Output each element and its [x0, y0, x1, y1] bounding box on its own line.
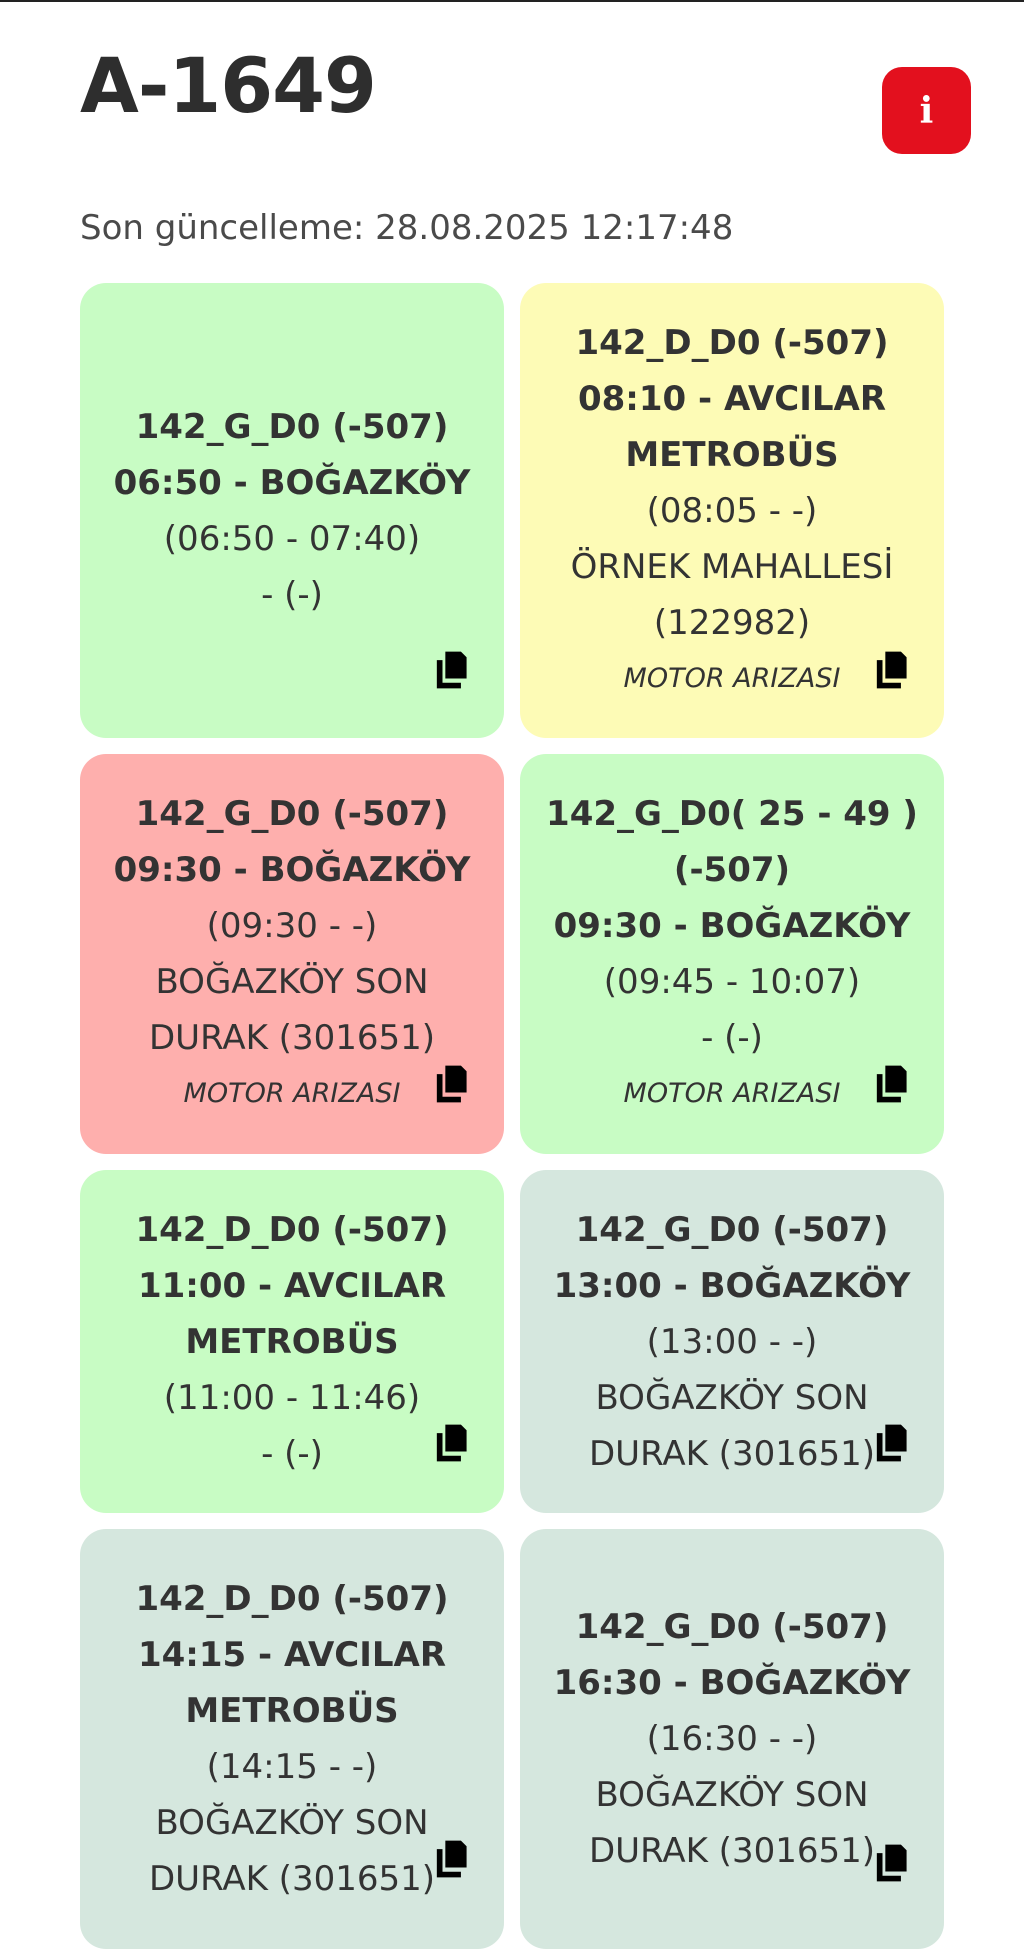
trip-card[interactable] [520, 754, 944, 1154]
info-icon: i [919, 89, 934, 132]
trip-note: MOTOR ARIZASI [623, 662, 841, 694]
trip-time-range: (09:45 - 10:07) [603, 962, 861, 1002]
trip-departure: 14:15 - AVCILAR [137, 1635, 447, 1675]
trip-card[interactable] [80, 754, 504, 1154]
trip-time-range: (16:30 - -) [646, 1719, 818, 1759]
trip-route-code: 142_G_D0 (-507) [135, 794, 449, 834]
trip-card[interactable] [80, 1529, 504, 1949]
trip-route-code: 142_G_D0 (-507) [575, 1607, 889, 1647]
trip-time-range: (13:00 - -) [646, 1321, 818, 1362]
trip-stop-code: DURAK (301651) [149, 1018, 435, 1058]
trip-stop: BOĞAZKÖY SON [155, 962, 429, 1002]
trip-stop-code: DURAK (301651) [589, 1831, 875, 1871]
copy-icon[interactable] [434, 1839, 468, 1879]
trip-card[interactable] [80, 283, 504, 738]
copy-icon[interactable] [434, 1423, 468, 1463]
trip-departure-continued: METROBÜS [185, 1691, 399, 1731]
trip-route-code: 142_G_D0 (-507) [575, 1209, 889, 1250]
trip-route-code-continued: (-507) [673, 850, 791, 890]
trip-card[interactable] [520, 1529, 944, 1949]
last-updated-text: Son güncelleme: 28.08.2025 12:17:48 [80, 208, 734, 248]
trip-stop-code: DURAK (301651) [149, 1859, 435, 1899]
trip-card[interactable] [520, 1170, 944, 1513]
trip-departure: 08:10 - AVCILAR [577, 378, 887, 419]
trip-route-code: 142_D_D0 (-507) [135, 1579, 449, 1619]
trip-departure: 11:00 - AVCILAR [137, 1265, 447, 1306]
trip-stop: BOĞAZKÖY SON [595, 1377, 869, 1418]
copy-icon[interactable] [874, 1064, 908, 1104]
trip-grid [80, 283, 944, 1949]
trip-time-range: (08:05 - -) [646, 490, 818, 531]
trip-departure-continued: METROBÜS [185, 1321, 399, 1362]
trip-time-range: (14:15 - -) [206, 1747, 378, 1787]
page-title: A-1649 [80, 41, 376, 130]
trip-route-code: 142_D_D0 (-507) [135, 1209, 449, 1250]
trip-departure-continued: METROBÜS [625, 434, 839, 475]
trip-stop-code: (122982) [653, 602, 811, 643]
trip-departure: 09:30 - BOĞAZKÖY [553, 906, 911, 946]
trip-stop: ÖRNEK MAHALLESİ [570, 546, 894, 587]
trip-card[interactable] [80, 1170, 504, 1513]
copy-icon[interactable] [434, 1064, 468, 1104]
trip-departure: 13:00 - BOĞAZKÖY [553, 1265, 911, 1306]
copy-icon[interactable] [434, 650, 468, 690]
trip-stop: BOĞAZKÖY SON [595, 1775, 869, 1815]
trip-time-range: (11:00 - 11:46) [163, 1377, 421, 1418]
trip-card[interactable] [520, 283, 944, 738]
trip-stop: - (-) [701, 1018, 763, 1058]
copy-icon[interactable] [874, 1423, 908, 1463]
trip-note: MOTOR ARIZASI [623, 1078, 841, 1109]
trip-departure: 16:30 - BOĞAZKÖY [553, 1663, 911, 1703]
trip-time-range: (09:30 - -) [206, 906, 378, 946]
copy-icon[interactable] [874, 1843, 908, 1883]
copy-icon[interactable] [874, 650, 908, 690]
trip-time-range: (06:50 - 07:40) [163, 518, 421, 559]
top-divider [0, 0, 1024, 2]
trip-stop: - (-) [261, 574, 323, 615]
trip-stop: - (-) [261, 1433, 323, 1474]
trip-note: MOTOR ARIZASI [183, 1078, 401, 1109]
trip-departure: 06:50 - BOĞAZKÖY [113, 462, 471, 503]
trip-route-code: 142_G_D0( 25 - 49 ) [546, 794, 918, 834]
trip-route-code: 142_D_D0 (-507) [575, 322, 889, 363]
trip-stop: BOĞAZKÖY SON [155, 1803, 429, 1843]
info-button[interactable] [882, 67, 971, 154]
trip-route-code: 142_G_D0 (-507) [135, 406, 449, 447]
trip-departure: 09:30 - BOĞAZKÖY [113, 850, 471, 890]
trip-stop-code: DURAK (301651) [589, 1433, 875, 1474]
